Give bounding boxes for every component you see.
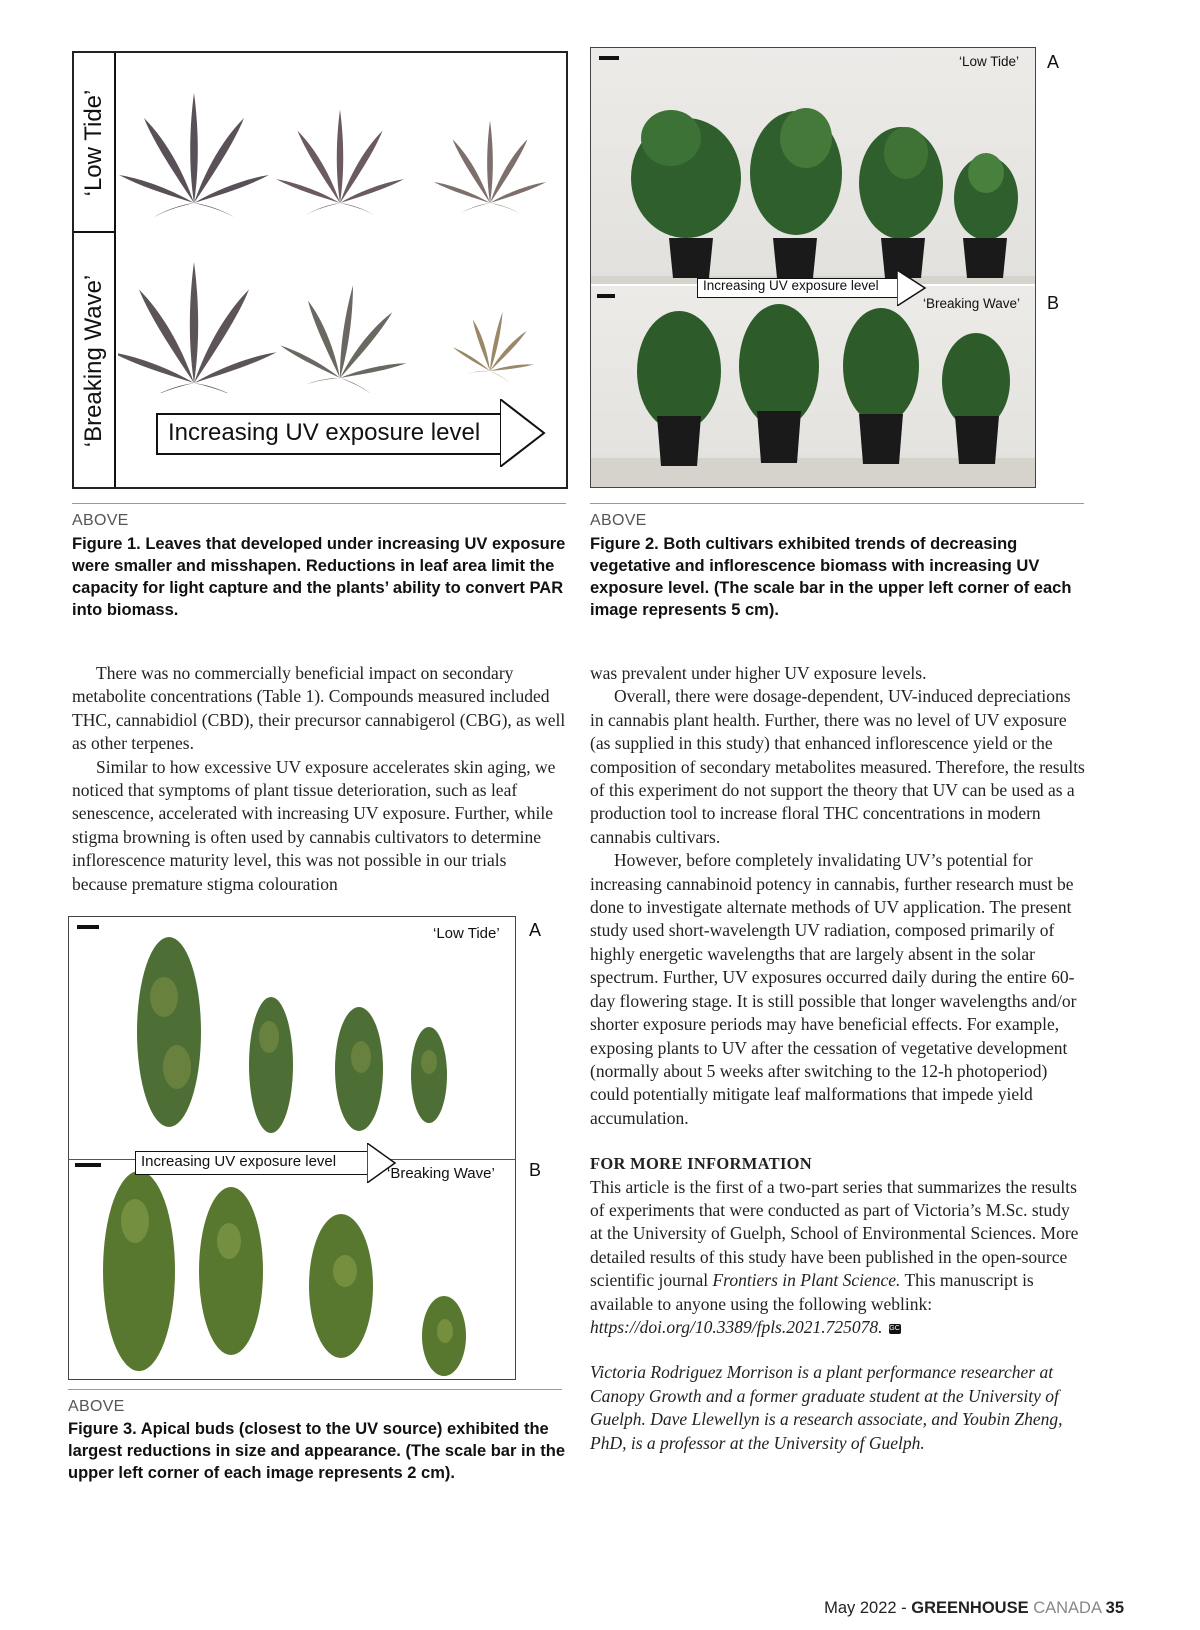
label-low-tide-3a: ‘Low Tide’	[433, 925, 500, 942]
more-info-text-a: This article is the first of a two-part series that summarizes the results of experiments that were conducted as part of Victoria’s M.Sc. study at the University of Guelph, School of Environmental Sciences. More detailed results of this study have been published in the open-source scientific journal	[590, 1176, 1079, 1291]
scale-bar-a	[599, 56, 619, 60]
uv-arrow-head	[500, 399, 546, 467]
plants-a	[591, 48, 1036, 288]
caption-figure-2: Figure 2. Both cultivars exhibited trends of decreasing vegetative and inflorescence biomass with increasing UV exposure level. (The scale bar in the upper left corner of each image represents 5 cm).	[590, 535, 1072, 619]
page-number: 35	[1105, 1599, 1124, 1617]
uv-arrow-2-label: Increasing UV exposure level	[703, 278, 879, 293]
uv-arrow-2-head	[897, 270, 927, 306]
panel-letter-2b: B	[1047, 293, 1060, 313]
caption-kicker-1: ABOVE	[72, 512, 129, 529]
footer-brand: GREENHOUSE	[911, 1599, 1029, 1617]
uv-arrow-3-head	[367, 1143, 397, 1183]
paragraph: There was no commercially beneficial impact on secondary metabolite concentrations (Table 1). Compounds measured included THC, cannabidiol (CBD), their precursor cannabigerol (CBG), as well as other terpenes.	[72, 663, 566, 754]
label-low-tide: ‘Low Tide’	[80, 89, 107, 197]
doi-link[interactable]: https://doi.org/10.3389/fpls.2021.725078.	[590, 1316, 883, 1337]
page-footer	[824, 1599, 1124, 1618]
caption-rule-2	[590, 503, 1084, 504]
leaf-breaking-wave-2	[275, 277, 416, 393]
uv-arrow	[156, 399, 550, 467]
leaf-breaking-wave-1	[118, 262, 277, 393]
label-breaking-wave: ‘Breaking Wave’	[80, 274, 107, 448]
buds-b	[69, 1161, 515, 1379]
uv-arrow-3-label: Increasing UV exposure level	[141, 1153, 337, 1170]
caption-kicker-2: ABOVE	[590, 512, 647, 529]
label-breaking-wave-b: ‘Breaking Wave’	[923, 296, 1021, 311]
body-column-2	[590, 662, 1086, 1455]
label-divider-vertical	[114, 53, 116, 489]
scale-bar-3a	[77, 925, 99, 929]
body-column-1	[72, 662, 566, 896]
buds-a	[69, 917, 515, 1157]
figure-2-image	[590, 47, 1036, 488]
footer-date: May 2022 -	[824, 1599, 912, 1617]
leaf-illustrations	[118, 53, 566, 393]
paragraph: Similar to how excessive UV exposure accelerates skin aging, we noticed that symptoms of plant tissue deterioration, such as leaf senescence, accelerated with increasing UV exposure. Further, while stigma browning is often used by cannabis cultivators to determine inflorescence maturity level, this was not possible in our trials because premature stigma colouration	[72, 756, 556, 894]
leaf-low-tide-1	[119, 93, 269, 217]
uv-arrow-2	[697, 270, 933, 306]
paragraph: was prevalent under higher UV exposure levels.	[590, 663, 927, 683]
paragraph-more-info	[590, 1176, 1086, 1340]
paragraph: Overall, there were dosage-dependent, UV-induced depreciations in cannabis plant health. Further, there was no level of UV exposure (as supplied in this study) that enhanced inflorescence yield or the composition of secondary metabolites measured. Therefore, the results of this experiment do not support the theory that UV can be used as a production tool to increase floral THC concentrations in modern cannabis cultivars.	[590, 686, 1085, 847]
uv-arrow-label: Increasing UV exposure level	[168, 419, 481, 446]
panel-letter-3a: A	[529, 920, 542, 940]
uv-arrow-3	[135, 1143, 401, 1183]
leaf-breaking-wave-3	[448, 303, 543, 387]
caption-rule-1	[72, 503, 566, 504]
plants-b	[591, 286, 1036, 486]
caption-kicker-3: ABOVE	[68, 1398, 125, 1415]
footer-brand-2: CANADA	[1028, 1599, 1106, 1617]
scale-bar-3b	[75, 1163, 101, 1167]
author-bio: Victoria Rodriguez Morrison is a plant performance researcher at Canopy Growth and a former graduate student at the University of Guelph. Dave Llewellyn is a research associate, and Youbin Zheng, PhD, is a professor at the University of Guelph.	[590, 1362, 1063, 1453]
gc-icon: GC	[889, 1324, 900, 1332]
caption-rule-3	[68, 1389, 562, 1390]
section-heading: FOR MORE INFORMATION	[590, 1154, 813, 1174]
scale-bar-b	[597, 294, 615, 298]
paragraph: However, before completely invalidating UV’s potential for increasing cannabinoid potency in cannabis, further research must be done to investigate alternate methods of UV application. The present study used short-wavelength UV radiation, composed primarily of highly energetic wavelengths that are largely absent in the solar spectrum. Further, UV exposures occurred daily during the entire 60-day flowering stage. It is still possible that longer wavelengths and/or shorter exposure periods may have beneficial effects. For example, exposing plants to UV after the cessation of vegetative development (normally about 5 weeks after switching to the 12-h photoperiod) could potentially mitigate leaf malformations that impede yield accumulation.	[590, 850, 1077, 1128]
caption-figure-3: Figure 3. Apical buds (closest to the UV source) exhibited the largest reductions in size and appearance. (The scale bar in the upper left corner of each image represents 2 cm).	[68, 1420, 565, 1482]
journal-name: Frontiers in Plant Science.	[712, 1270, 901, 1291]
more-info-text-b: This manuscript is available to anyone using the following weblink:	[590, 1270, 1034, 1314]
caption-figure-1: Figure 1. Leaves that developed under increasing UV exposure were smaller and misshapen. Reductions in leaf area limit the capacity for light capture and the plants’ ability to convert PAR into biomass.	[72, 535, 566, 619]
leaf-low-tide-2	[276, 110, 404, 215]
leaf-low-tide-3	[434, 121, 547, 214]
label-low-tide-a: ‘Low Tide’	[959, 54, 1020, 69]
panel-letter-3b: B	[529, 1160, 542, 1180]
label-breaking-wave-3b: ‘Breaking Wave’	[387, 1165, 495, 1182]
label-divider-horizontal	[74, 231, 114, 233]
figure-3-image	[68, 916, 516, 1380]
panel-letter-2a: A	[1047, 52, 1060, 72]
figure-1-image	[72, 51, 568, 489]
